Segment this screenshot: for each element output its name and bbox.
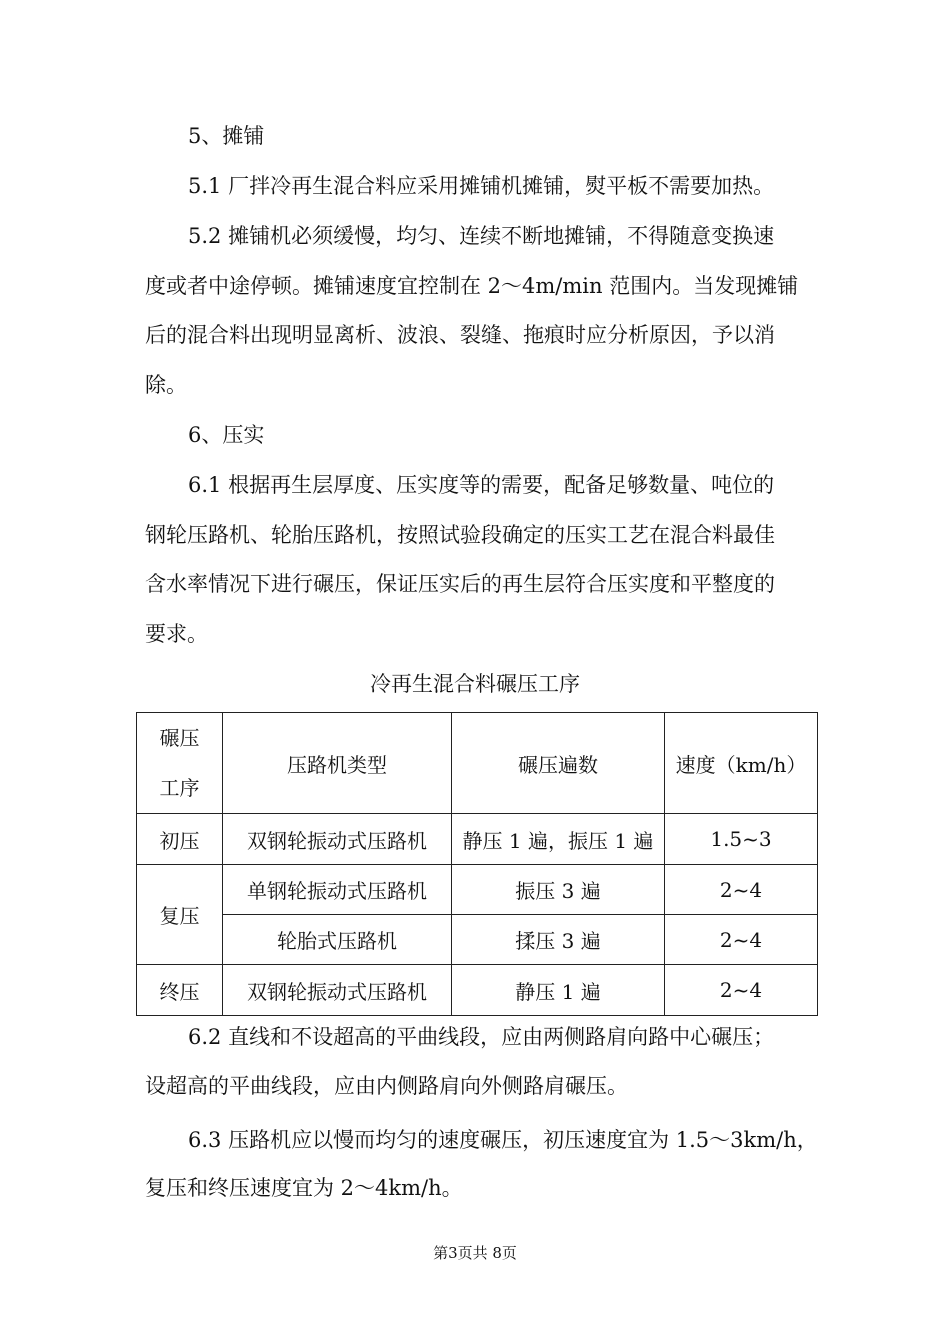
- cell-passes: 振压 3 遍: [452, 865, 665, 915]
- cell-passes: 揉压 3 遍: [452, 915, 665, 965]
- cell-roller: 轮胎式压路机: [223, 915, 452, 965]
- paragraph-line: 复压和终压速度宜为 2～4km/h。: [145, 1176, 463, 1200]
- header-roller-type: 压路机类型: [223, 713, 452, 814]
- paragraph-line: 除。: [145, 373, 187, 397]
- paragraph-line: 钢轮压路机、轮胎压路机，按照试验段确定的压实工艺在混合料最佳: [145, 523, 775, 547]
- section-heading-paving: 5、摊铺: [188, 124, 265, 148]
- cell-roller: 双钢轮振动式压路机: [223, 814, 452, 865]
- page-number-footer: 第3页共 8页: [433, 1244, 517, 1262]
- paragraph-line: 要求。: [145, 622, 208, 646]
- paragraph-line: 后的混合料出现明显离析、波浪、裂缝、拖痕时应分析原因，予以消: [145, 323, 775, 347]
- cell-speed: 2~4: [665, 915, 818, 965]
- paragraph-line: 6.2 直线和不设超高的平曲线段，应由两侧路肩向路中心碾压；: [188, 1025, 775, 1049]
- paragraph-line: 度或者中途停顿。摊铺速度宜控制在 2～4m/min 范围内。当发现摊铺: [145, 274, 799, 298]
- table-caption: 冷再生混合料碾压工序: [370, 672, 580, 696]
- table-row: [137, 865, 818, 915]
- cell-passes: 静压 1 遍，振压 1 遍: [452, 814, 665, 865]
- table-row: [137, 915, 818, 965]
- rolling-process-table: [136, 712, 818, 1016]
- header-speed: 速度（km/h）: [665, 713, 818, 814]
- paragraph-line: 5.2 摊铺机必须缓慢，均匀、连续不断地摊铺，不得随意变换速: [188, 224, 775, 248]
- paragraph-line: 6.3 压路机应以慢而均匀的速度碾压，初压速度宜为 1.5～3km/h，: [188, 1128, 818, 1152]
- header-stage-line2: 工序: [159, 776, 200, 800]
- cell-roller: 单钢轮振动式压路机: [223, 865, 452, 915]
- header-stage-line1: 碾压: [159, 726, 200, 750]
- cell-speed: 2~4: [665, 965, 818, 1016]
- cell-stage: 复压: [137, 865, 223, 965]
- cell-passes: 静压 1 遍: [452, 965, 665, 1016]
- table-row: [137, 965, 818, 1016]
- cell-speed: 2~4: [665, 865, 818, 915]
- header-stage: [137, 713, 223, 814]
- table-row: [137, 814, 818, 865]
- header-passes: 碾压遍数: [452, 713, 665, 814]
- table-header-row: [137, 713, 818, 814]
- paragraph-line: 5.1 厂拌冷再生混合料应采用摊铺机摊铺，熨平板不需要加热。: [188, 174, 775, 198]
- cell-speed: 1.5~3: [665, 814, 818, 865]
- paragraph-line: 6.1 根据再生层厚度、压实度等的需要，配备足够数量、吨位的: [188, 473, 775, 497]
- cell-stage: 初压: [137, 814, 223, 865]
- cell-stage: 终压: [137, 965, 223, 1016]
- section-heading-compaction: 6、压实: [188, 423, 265, 447]
- paragraph-line: 设超高的平曲线段，应由内侧路肩向外侧路肩碾压。: [145, 1074, 628, 1098]
- paragraph-line: 含水率情况下进行碾压，保证压实后的再生层符合压实度和平整度的: [145, 572, 775, 596]
- cell-roller: 双钢轮振动式压路机: [223, 965, 452, 1016]
